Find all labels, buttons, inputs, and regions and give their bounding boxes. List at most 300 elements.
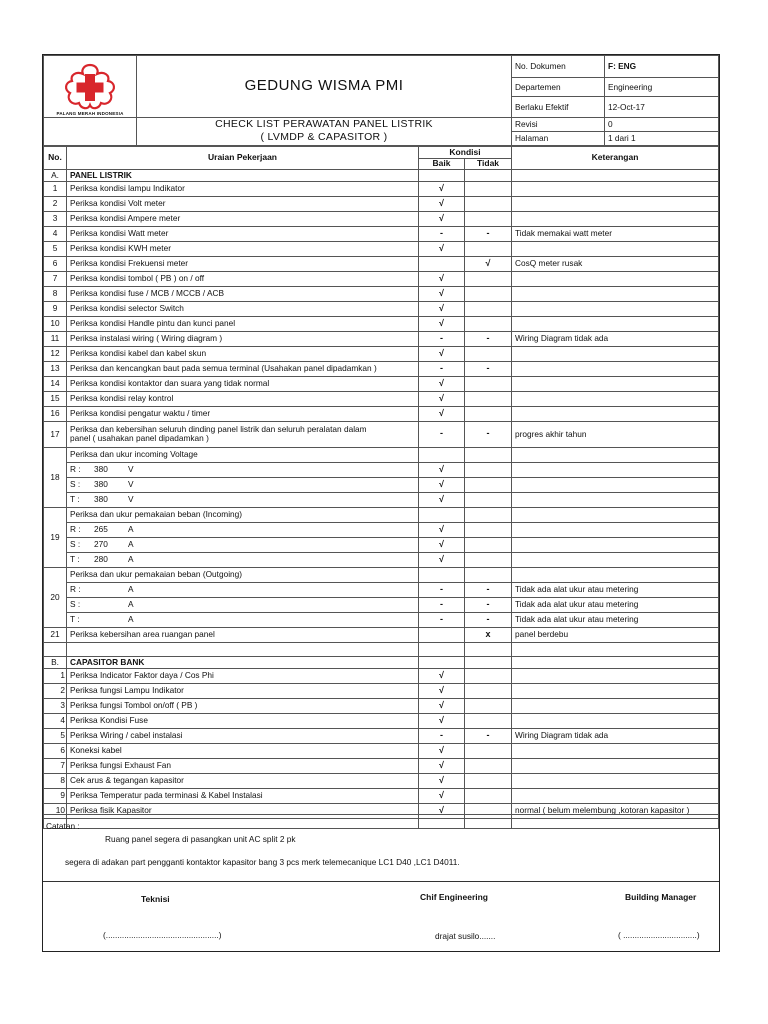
row-number: 16 — [44, 406, 67, 421]
row-baik-mark: √ — [419, 713, 465, 728]
row-keterangan — [512, 537, 719, 552]
measurement-cell — [67, 492, 419, 507]
measurement-row — [44, 552, 719, 567]
row-tidak-mark — [465, 406, 512, 421]
row-number: 7 — [44, 758, 67, 773]
row-task: Periksa fungsi Tombol on/off ( PB ) — [67, 698, 419, 713]
row-baik-mark: √ — [419, 698, 465, 713]
signature-chief-name: drajat susilo....... — [435, 931, 496, 941]
measurement-row — [44, 597, 719, 612]
meta-label: No. Dokumen — [512, 56, 605, 78]
document-header — [43, 55, 719, 146]
measured-unit: A — [128, 539, 134, 550]
row-keterangan — [512, 271, 719, 286]
section-code: B. — [44, 656, 67, 668]
row-keterangan: Wiring Diagram tidak ada — [512, 331, 719, 346]
table-row — [44, 286, 719, 301]
section-row — [44, 656, 719, 668]
table-row — [44, 361, 719, 376]
row-task: Periksa kondisi lampu Indikator — [67, 181, 419, 196]
table-row — [44, 196, 719, 211]
measurement-row — [44, 537, 719, 552]
row-task: Periksa kondisi Ampere meter — [67, 211, 419, 226]
signature-manager-name: ( ................................) — [618, 930, 700, 940]
table-row — [44, 391, 719, 406]
row-baik-mark: √ — [419, 522, 465, 537]
row-tidak-mark — [465, 743, 512, 758]
row-number: 17 — [44, 421, 67, 447]
measurement-row — [44, 492, 719, 507]
section-title: CAPASITOR BANK — [67, 656, 419, 668]
empty-cell — [512, 507, 719, 522]
row-tidak-mark — [465, 713, 512, 728]
row-task: Periksa kondisi tombol ( PB ) on / off — [67, 271, 419, 286]
row-keterangan — [512, 492, 719, 507]
meta-label: Departemen — [512, 78, 605, 97]
row-baik-mark: √ — [419, 773, 465, 788]
table-row — [44, 683, 719, 698]
col-header-keterangan: Keterangan — [512, 146, 719, 169]
signature-chief-label: Chif Engineering — [420, 892, 488, 902]
row-baik-mark: √ — [419, 316, 465, 331]
row-number: 6 — [44, 256, 67, 271]
phase-label: T : — [70, 614, 80, 625]
row-keterangan: panel berdebu — [512, 627, 719, 642]
phase-label: R : — [70, 464, 81, 475]
row-baik-mark: √ — [419, 181, 465, 196]
table-row — [44, 181, 719, 196]
measurement-row — [44, 522, 719, 537]
empty-cell — [465, 656, 512, 668]
row-baik-mark: √ — [419, 286, 465, 301]
row-baik-mark: - — [419, 582, 465, 597]
row-keterangan — [512, 391, 719, 406]
measured-value: 270 — [94, 539, 108, 550]
row-task: Periksa kondisi Frekuensi meter — [67, 256, 419, 271]
table-row — [44, 346, 719, 361]
row-task: Periksa fungsi Lampu Indikator — [67, 683, 419, 698]
table-row — [44, 627, 719, 642]
row-keterangan: Tidak memakai watt meter — [512, 226, 719, 241]
row-baik-mark: √ — [419, 376, 465, 391]
row-baik-mark: √ — [419, 196, 465, 211]
row-baik-mark: - — [419, 361, 465, 376]
row-keterangan: progres akhir tahun — [512, 421, 719, 447]
table-row — [44, 713, 719, 728]
row-task: Periksa dan ukur incoming Voltage — [67, 447, 419, 462]
row-baik-mark: √ — [419, 803, 465, 818]
row-keterangan — [512, 788, 719, 803]
row-task: Periksa kondisi KWH meter — [67, 241, 419, 256]
row-number: 4 — [44, 226, 67, 241]
phase-label: T : — [70, 494, 80, 505]
meta-value: 12-Oct-17 — [605, 97, 719, 118]
row-tidak-mark — [465, 683, 512, 698]
measurement-row — [44, 612, 719, 627]
row-keterangan — [512, 522, 719, 537]
table-row — [44, 301, 719, 316]
row-baik-mark: - — [419, 728, 465, 743]
measurement-cell — [67, 597, 419, 612]
measured-unit: A — [128, 524, 134, 535]
row-tidak-mark — [465, 241, 512, 256]
row-number: 1 — [44, 181, 67, 196]
meta-label: Revisi — [512, 117, 605, 131]
document-subtitle — [137, 117, 512, 145]
row-number: 19 — [44, 507, 67, 567]
row-task: Periksa Temperatur pada terminasi & Kabel Instalasi — [67, 788, 419, 803]
col-header-uraian: Uraian Pekerjaan — [67, 146, 419, 169]
row-tidak-mark — [465, 271, 512, 286]
measured-unit: A — [128, 614, 134, 625]
signature-teknisi-name: (.................................................) — [103, 930, 222, 940]
row-baik-mark: √ — [419, 271, 465, 286]
row-tidak-mark — [465, 286, 512, 301]
row-keterangan: Tidak ada alat ukur atau metering — [512, 597, 719, 612]
meta-value: F: ENG — [605, 56, 719, 78]
row-keterangan: Tidak ada alat ukur atau metering — [512, 582, 719, 597]
row-tidak-mark — [465, 758, 512, 773]
row-tidak-mark: √ — [465, 256, 512, 271]
row-task: Periksa instalasi wiring ( Wiring diagram ) — [67, 331, 419, 346]
measurement-title-row — [44, 507, 719, 522]
row-tidak-mark: x — [465, 627, 512, 642]
phase-label: S : — [70, 539, 81, 550]
row-number: 2 — [44, 196, 67, 211]
row-baik-mark: √ — [419, 477, 465, 492]
row-task: Periksa Indicator Faktor daya / Cos Phi — [67, 668, 419, 683]
row-baik-mark: - — [419, 226, 465, 241]
col-header-kondisi: Kondisi — [419, 146, 512, 158]
row-tidak-mark: - — [465, 331, 512, 346]
row-number: 11 — [44, 331, 67, 346]
measurement-cell — [67, 462, 419, 477]
measured-value: 280 — [94, 554, 108, 565]
logo-cell — [44, 56, 137, 118]
row-tidak-mark — [465, 773, 512, 788]
row-baik-mark: - — [419, 597, 465, 612]
row-number: 3 — [44, 698, 67, 713]
row-tidak-mark: - — [465, 421, 512, 447]
measured-unit: A — [128, 554, 134, 565]
row-baik-mark: √ — [419, 668, 465, 683]
row-tidak-mark — [465, 462, 512, 477]
document-title: GEDUNG WISMA PMI — [137, 56, 512, 118]
table-row — [44, 241, 719, 256]
row-tidak-mark: - — [465, 582, 512, 597]
row-number: 13 — [44, 361, 67, 376]
row-keterangan — [512, 316, 719, 331]
row-number: 10 — [44, 316, 67, 331]
measured-unit: V — [128, 479, 134, 490]
row-baik-mark: √ — [419, 552, 465, 567]
row-task: Periksa Wiring / cabel instalasi — [67, 728, 419, 743]
section-title: PANEL LISTRIK — [67, 169, 419, 181]
spacer-row — [44, 642, 719, 656]
subtitle-line-2: ( LVMDP & CAPASITOR ) — [260, 131, 388, 144]
row-tidak-mark: - — [465, 728, 512, 743]
row-baik-mark: √ — [419, 492, 465, 507]
row-task: Periksa dan kencangkan baut pada semua terminal (Usahakan panel dipadamkan ) — [67, 361, 419, 376]
table-row — [44, 376, 719, 391]
row-baik-mark: √ — [419, 743, 465, 758]
measured-value: 380 — [94, 494, 108, 505]
row-keterangan — [512, 668, 719, 683]
column-header-row — [44, 146, 719, 158]
table-row — [44, 211, 719, 226]
row-task: Periksa kondisi kontaktor dan suara yang tidak normal — [67, 376, 419, 391]
empty-cell — [419, 169, 465, 181]
row-tidak-mark — [465, 376, 512, 391]
phase-label: R : — [70, 524, 81, 535]
row-keterangan — [512, 713, 719, 728]
row-keterangan — [512, 462, 719, 477]
row-task: Periksa fisik Kapasitor — [67, 803, 419, 818]
row-tidak-mark — [465, 522, 512, 537]
meta-label: Berlaku Efektif — [512, 97, 605, 118]
row-baik-mark: √ — [419, 788, 465, 803]
section-code: A. — [44, 169, 67, 181]
row-keterangan — [512, 773, 719, 788]
row-baik-mark: √ — [419, 211, 465, 226]
row-baik-mark: √ — [419, 683, 465, 698]
row-tidak-mark: - — [465, 226, 512, 241]
row-number: 9 — [44, 301, 67, 316]
empty-cell — [512, 169, 719, 181]
row-task: Periksa dan ukur pemakaian beban (Incoming) — [67, 507, 419, 522]
row-task: Periksa kondisi Volt meter — [67, 196, 419, 211]
measurement-cell — [67, 522, 419, 537]
notes-label: Catatan : — [46, 821, 80, 831]
row-number: 18 — [44, 447, 67, 507]
row-tidak-mark: - — [465, 597, 512, 612]
row-number: 20 — [44, 567, 67, 627]
row-keterangan — [512, 181, 719, 196]
measurement-cell — [67, 552, 419, 567]
row-number: 8 — [44, 773, 67, 788]
row-tidak-mark: - — [465, 361, 512, 376]
measured-unit: A — [128, 584, 134, 595]
checklist-table — [43, 146, 719, 829]
row-tidak-mark — [465, 492, 512, 507]
measured-value: 380 — [94, 479, 108, 490]
row-baik-mark: √ — [419, 391, 465, 406]
row-keterangan — [512, 376, 719, 391]
measurement-title-row — [44, 447, 719, 462]
row-tidak-mark — [465, 346, 512, 361]
row-tidak-mark — [465, 477, 512, 492]
empty-cell — [465, 567, 512, 582]
table-row — [44, 271, 719, 286]
row-task: Periksa kebersihan area ruangan panel — [67, 627, 419, 642]
row-tidak-mark: - — [465, 612, 512, 627]
row-keterangan — [512, 241, 719, 256]
row-task-line: Periksa dan kebersihan seluruh dinding panel listrik dan seluruh peralatan dalam — [70, 423, 367, 434]
measured-unit: A — [128, 599, 134, 610]
measurement-row — [44, 582, 719, 597]
row-task: Periksa kondisi fuse / MCB / MCCB / ACB — [67, 286, 419, 301]
row-keterangan — [512, 743, 719, 758]
empty-cell — [419, 507, 465, 522]
row-number: 10 — [44, 803, 67, 818]
measured-value: 380 — [94, 464, 108, 475]
empty-cell — [419, 567, 465, 582]
row-baik-mark — [419, 627, 465, 642]
row-baik-mark: √ — [419, 301, 465, 316]
measurement-row — [44, 462, 719, 477]
signature-section — [43, 881, 719, 952]
empty-cell — [419, 642, 465, 656]
table-row — [44, 406, 719, 421]
row-keterangan — [512, 196, 719, 211]
table-row — [44, 316, 719, 331]
row-number: 6 — [44, 743, 67, 758]
row-task: Periksa kondisi Handle pintu dan kunci panel — [67, 316, 419, 331]
row-number: 9 — [44, 788, 67, 803]
row-tidak-mark — [465, 698, 512, 713]
row-number: 5 — [44, 241, 67, 256]
col-header-tidak: Tidak — [465, 158, 512, 169]
row-keterangan: Tidak ada alat ukur atau metering — [512, 612, 719, 627]
row-task: Periksa fungsi Exhaust Fan — [67, 758, 419, 773]
row-tidak-mark — [465, 316, 512, 331]
row-keterangan: CosQ meter rusak — [512, 256, 719, 271]
row-task: Periksa kondisi relay kontrol — [67, 391, 419, 406]
row-number: 4 — [44, 713, 67, 728]
measurement-row — [44, 477, 719, 492]
row-task: Periksa dan ukur pemakaian beban (Outgoing) — [67, 567, 419, 582]
measurement-cell — [67, 612, 419, 627]
row-number: 21 — [44, 627, 67, 642]
subtitle-line-1: CHECK LIST PERAWATAN PANEL LISTRIK — [215, 118, 433, 131]
row-baik-mark: √ — [419, 406, 465, 421]
empty-cell — [465, 447, 512, 462]
meta-value: 0 — [605, 117, 719, 131]
col-header-no: No. — [44, 146, 67, 169]
table-row — [44, 728, 719, 743]
row-baik-mark: √ — [419, 758, 465, 773]
empty-cell — [419, 656, 465, 668]
meta-label: Halaman — [512, 131, 605, 145]
measurement-title-row — [44, 567, 719, 582]
table-row — [44, 758, 719, 773]
row-task — [67, 421, 419, 447]
note-line-2: segera di adakan part pengganti kontaktor kapasitor bang 3 pcs merk telemecanique LC1 D40 ,LC1 D4011. — [65, 857, 460, 867]
row-tidak-mark — [465, 391, 512, 406]
col-header-baik: Baik — [419, 158, 465, 169]
signature-teknisi-label: Teknisi — [141, 894, 170, 904]
row-number: 3 — [44, 211, 67, 226]
row-keterangan — [512, 286, 719, 301]
logo-caption: PALANG MERAH INDONESIA — [56, 111, 124, 116]
phase-label: R : — [70, 584, 81, 595]
meta-value: 1 dari 1 — [605, 131, 719, 145]
table-row — [44, 421, 719, 447]
table-row — [44, 226, 719, 241]
row-number: 8 — [44, 286, 67, 301]
row-baik-mark: - — [419, 612, 465, 627]
row-tidak-mark — [465, 668, 512, 683]
row-tidak-mark — [465, 552, 512, 567]
row-baik-mark: √ — [419, 241, 465, 256]
table-row — [44, 331, 719, 346]
row-baik-mark: √ — [419, 537, 465, 552]
row-tidak-mark — [465, 537, 512, 552]
row-keterangan — [512, 758, 719, 773]
row-task: Periksa kondisi Watt meter — [67, 226, 419, 241]
measured-unit: V — [128, 464, 134, 475]
measurement-cell — [67, 477, 419, 492]
empty-cell — [512, 567, 719, 582]
row-task: Periksa kondisi selector Switch — [67, 301, 419, 316]
measured-unit: V — [128, 494, 134, 505]
row-tidak-mark — [465, 196, 512, 211]
row-baik-mark: √ — [419, 346, 465, 361]
row-task-line: panel ( usahakan panel dipadamkan ) — [70, 433, 209, 444]
phase-label: T : — [70, 554, 80, 565]
empty-cell — [465, 507, 512, 522]
empty-cell — [465, 642, 512, 656]
row-task: Periksa kondisi pengatur waktu / timer — [67, 406, 419, 421]
measured-value: 265 — [94, 524, 108, 535]
table-row — [44, 698, 719, 713]
row-task: Cek arus & tegangan kapasitor — [67, 773, 419, 788]
meta-value: Engineering — [605, 78, 719, 97]
row-keterangan — [512, 406, 719, 421]
row-keterangan — [512, 552, 719, 567]
row-tidak-mark — [465, 181, 512, 196]
signature-manager-label: Building Manager — [625, 892, 697, 902]
row-number: 14 — [44, 376, 67, 391]
table-row — [44, 743, 719, 758]
table-row — [44, 668, 719, 683]
row-number: 12 — [44, 346, 67, 361]
row-number: 5 — [44, 728, 67, 743]
row-keterangan: normal ( belum melembung ,kotoran kapasitor ) — [512, 803, 719, 818]
measurement-cell — [67, 537, 419, 552]
empty-cell — [419, 447, 465, 462]
row-number: 2 — [44, 683, 67, 698]
row-task: Koneksi kabel — [67, 743, 419, 758]
logo-cell-lower — [44, 117, 137, 145]
phase-label: S : — [70, 479, 81, 490]
row-baik-mark: - — [419, 331, 465, 346]
row-keterangan — [512, 477, 719, 492]
row-baik-mark — [419, 256, 465, 271]
empty-cell — [67, 642, 419, 656]
row-keterangan — [512, 301, 719, 316]
row-number: 1 — [44, 668, 67, 683]
row-keterangan — [512, 211, 719, 226]
empty-cell — [512, 656, 719, 668]
row-tidak-mark — [465, 211, 512, 226]
row-keterangan — [512, 683, 719, 698]
row-tidak-mark — [465, 788, 512, 803]
table-row — [44, 256, 719, 271]
notes-section — [43, 814, 719, 881]
row-keterangan — [512, 346, 719, 361]
row-keterangan: Wiring Diagram tidak ada — [512, 728, 719, 743]
row-task: Periksa kondisi kabel dan kabel skun — [67, 346, 419, 361]
empty-cell — [44, 642, 67, 656]
row-keterangan — [512, 361, 719, 376]
row-keterangan — [512, 698, 719, 713]
pmi-logo-icon — [62, 62, 118, 110]
row-baik-mark: √ — [419, 462, 465, 477]
measurement-cell — [67, 582, 419, 597]
empty-cell — [512, 642, 719, 656]
table-row — [44, 773, 719, 788]
